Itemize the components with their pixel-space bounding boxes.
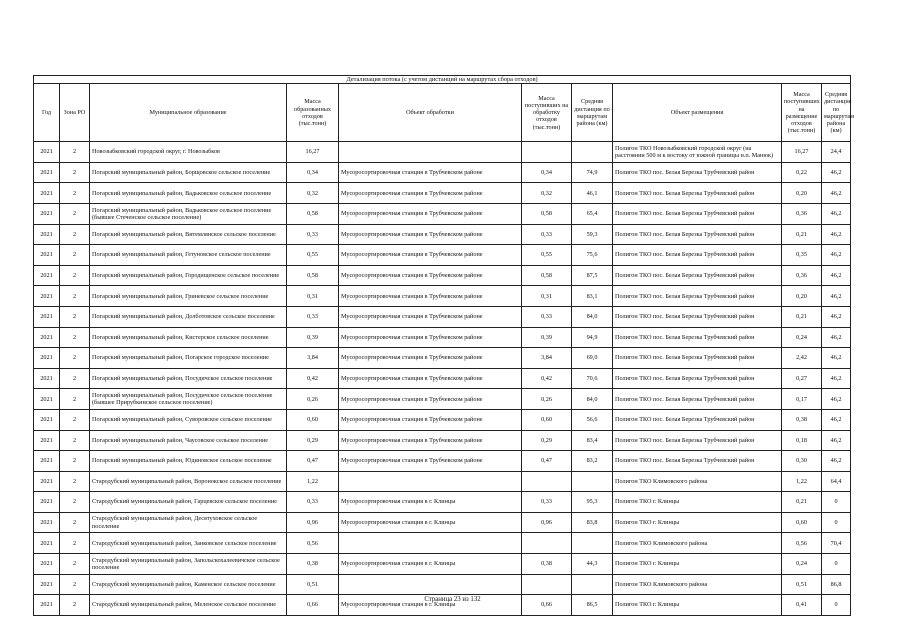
cell-municipality: Погарский муниципальный район, Гриневское сельское поселение [90, 286, 287, 307]
cell-municipality: Погарский муниципальный район, Городищенское сельское поселение [90, 265, 287, 286]
table-row [34, 142, 851, 163]
cell-processing-object: Мусоросортировочная станция в Трубчевском районе [339, 203, 522, 224]
cell-processing-object: Мусоросортировочная станция в г. Клинцы [339, 492, 522, 513]
cell-year: 2021 [34, 492, 60, 513]
cell-distance-processing [572, 533, 613, 554]
cell-distance-placement: 86,8 [822, 574, 851, 595]
cell-mass-placement: 0,36 [782, 265, 822, 286]
cell-zone: 2 [60, 224, 90, 245]
cell-distance-processing: 44,3 [572, 554, 613, 575]
cell-processing-object: Мусоросортировочная станция в Трубчевском районе [339, 348, 522, 369]
header-distance-placement: Средняя дистанция по маршрутам района (км) [822, 84, 851, 142]
cell-mass-processing [522, 533, 572, 554]
cell-mass-placement: 0,22 [782, 162, 822, 183]
table-caption: Детализация потока (с учетом дистанций на маршрутах сбора отходов) [34, 76, 851, 84]
cell-processing-object [339, 533, 522, 554]
cell-distance-placement: 46,2 [822, 368, 851, 389]
cell-processing-object: Мусоросортировочная станция в г. Клинцы [339, 595, 522, 616]
cell-placement-object: Полигон ТКО пос. Белая Березка Трубчевский район [613, 224, 782, 245]
cell-mass-placement: 0,17 [782, 389, 822, 410]
cell-zone: 2 [60, 471, 90, 492]
table-row [34, 574, 851, 595]
cell-municipality: Погарский муниципальный район, Погарское городское поселение [90, 348, 287, 369]
cell-processing-object: Мусоросортировочная станция в Трубчевском районе [339, 162, 522, 183]
table-row [34, 554, 851, 575]
cell-mass-placement: 16,27 [782, 142, 822, 163]
cell-placement-object: Полигон ТКО пос. Белая Березка Трубчевский район [613, 286, 782, 307]
cell-year: 2021 [34, 389, 60, 410]
cell-municipality: Стародубский муниципальный район, Гарцевское сельское поселение [90, 492, 287, 513]
cell-processing-object: Мусоросортировочная станция в Трубчевском районе [339, 389, 522, 410]
cell-mass-generated: 0,66 [287, 595, 339, 616]
cell-mass-placement: 0,60 [782, 512, 822, 533]
header-mass-generated: Масса образованных отходов (тыс.тонн) [287, 84, 339, 142]
cell-processing-object: Мусоросортировочная станция в Трубчевском районе [339, 409, 522, 430]
page-number: Страница 23 из 132 [424, 596, 481, 603]
cell-zone: 2 [60, 554, 90, 575]
cell-zone: 2 [60, 348, 90, 369]
cell-distance-processing: 86,5 [572, 595, 613, 616]
cell-mass-processing: 0,60 [522, 409, 572, 430]
cell-distance-processing: 83,1 [572, 286, 613, 307]
cell-placement-object: Полигон ТКО г. Клинцы [613, 512, 782, 533]
cell-placement-object: Полигон ТКО г. Клинцы [613, 554, 782, 575]
cell-placement-object: Полигон ТКО Климовского района [613, 471, 782, 492]
cell-placement-object: Полигон ТКО пос. Белая Березка Трубчевский район [613, 409, 782, 430]
cell-mass-placement: 0,27 [782, 368, 822, 389]
cell-distance-processing: 56,6 [572, 409, 613, 430]
table-row [34, 512, 851, 533]
cell-distance-processing: 83,2 [572, 451, 613, 472]
table-row [34, 348, 851, 369]
header-year: Год [34, 84, 60, 142]
cell-municipality: Стародубский муниципальный район, Меленское сельское поселение [90, 595, 287, 616]
cell-distance-processing: 83,8 [572, 512, 613, 533]
header-municipality: Муниципальное образование [90, 84, 287, 142]
cell-distance-placement: 46,2 [822, 389, 851, 410]
cell-zone: 2 [60, 574, 90, 595]
cell-processing-object: Мусоросортировочная станция в Трубчевском районе [339, 368, 522, 389]
cell-zone: 2 [60, 203, 90, 224]
cell-distance-placement: 24,4 [822, 142, 851, 163]
cell-zone: 2 [60, 409, 90, 430]
cell-processing-object: Мусоросортировочная станция в г. Клинцы [339, 554, 522, 575]
cell-mass-processing: 0,58 [522, 203, 572, 224]
cell-year: 2021 [34, 409, 60, 430]
cell-mass-processing: 0,33 [522, 306, 572, 327]
cell-mass-generated: 1,22 [287, 471, 339, 492]
cell-municipality: Погарский муниципальный район, Долботовское сельское поселение [90, 306, 287, 327]
cell-mass-processing: 0,34 [522, 162, 572, 183]
cell-municipality: Погарский муниципальный район, Гетуновское сельское поселение [90, 245, 287, 266]
cell-distance-processing: 94,9 [572, 327, 613, 348]
cell-mass-processing [522, 471, 572, 492]
cell-distance-placement: 0 [822, 492, 851, 513]
table-row [34, 368, 851, 389]
cell-mass-processing: 0,66 [522, 595, 572, 616]
table-row [34, 183, 851, 204]
cell-mass-processing: 0,42 [522, 368, 572, 389]
cell-processing-object [339, 471, 522, 492]
cell-zone: 2 [60, 368, 90, 389]
table-row [34, 327, 851, 348]
table-row [34, 286, 851, 307]
cell-mass-processing: 0,47 [522, 451, 572, 472]
cell-year: 2021 [34, 595, 60, 616]
cell-placement-object: Полигон ТКО пос. Белая Березка Трубчевский район [613, 265, 782, 286]
cell-year: 2021 [34, 306, 60, 327]
cell-mass-generated: 0,32 [287, 183, 339, 204]
cell-municipality: Погарский муниципальный район, Чаусовское сельское поселение [90, 430, 287, 451]
header-zone: Зона РО [60, 84, 90, 142]
cell-mass-generated: 0,33 [287, 306, 339, 327]
cell-distance-processing [572, 471, 613, 492]
header-placement-object: Объект размещения [613, 84, 782, 142]
cell-mass-generated: 0,56 [287, 533, 339, 554]
cell-mass-generated: 0,58 [287, 265, 339, 286]
cell-mass-processing: 0,33 [522, 492, 572, 513]
cell-placement-object: Полигон ТКО пос. Белая Березка Трубчевский район [613, 327, 782, 348]
cell-zone: 2 [60, 430, 90, 451]
table-row [34, 409, 851, 430]
cell-mass-processing: 0,26 [522, 389, 572, 410]
cell-distance-placement: 46,2 [822, 409, 851, 430]
cell-placement-object: Полигон ТКО пос. Белая Березка Трубчевский район [613, 451, 782, 472]
cell-mass-placement: 0,30 [782, 451, 822, 472]
cell-mass-generated: 0,60 [287, 409, 339, 430]
cell-zone: 2 [60, 533, 90, 554]
cell-distance-processing: 83,4 [572, 430, 613, 451]
cell-placement-object: Полигон ТКО пос. Белая Березка Трубчевский район [613, 162, 782, 183]
cell-mass-generated: 0,33 [287, 492, 339, 513]
table-row [34, 203, 851, 224]
cell-mass-placement: 0,18 [782, 430, 822, 451]
cell-distance-placement: 46,2 [822, 183, 851, 204]
cell-placement-object: Полигон ТКО пос. Белая Березка Трубчевский район [613, 245, 782, 266]
cell-year: 2021 [34, 451, 60, 472]
table-row [34, 306, 851, 327]
cell-mass-generated: 0,33 [287, 224, 339, 245]
cell-municipality: Погарский муниципальный район, Витемлянское сельское поселение [90, 224, 287, 245]
table-row [34, 430, 851, 451]
cell-mass-placement: 0,21 [782, 492, 822, 513]
cell-mass-processing: 0,31 [522, 286, 572, 307]
table-row [34, 492, 851, 513]
cell-municipality: Стародубский муниципальный район, Воронокское сельское поселение [90, 471, 287, 492]
cell-mass-generated: 0,29 [287, 430, 339, 451]
cell-processing-object [339, 574, 522, 595]
cell-placement-object: Полигон ТКО г. Клинцы [613, 492, 782, 513]
cell-year: 2021 [34, 368, 60, 389]
cell-mass-placement: 0,51 [782, 574, 822, 595]
waste-flow-table [33, 75, 855, 616]
cell-distance-processing: 87,5 [572, 265, 613, 286]
cell-year: 2021 [34, 245, 60, 266]
cell-mass-placement: 0,35 [782, 245, 822, 266]
cell-mass-placement: 0,21 [782, 224, 822, 245]
header-mass-processing: Масса поступивших на обработку отходов (тыс.тонн) [522, 84, 572, 142]
cell-municipality: Стародубский муниципальный район, Запольскохалеевичское сельское поселение [90, 554, 287, 575]
cell-mass-processing: 0,29 [522, 430, 572, 451]
cell-distance-processing [572, 574, 613, 595]
cell-year: 2021 [34, 327, 60, 348]
cell-municipality: Погарский муниципальный район, Юдиновское сельское поселение [90, 451, 287, 472]
cell-mass-placement: 0,24 [782, 327, 822, 348]
cell-mass-generated: 0,31 [287, 286, 339, 307]
cell-distance-placement: 46,2 [822, 265, 851, 286]
table-row [34, 389, 851, 410]
cell-distance-processing: 59,3 [572, 224, 613, 245]
cell-distance-processing: 70,6 [572, 368, 613, 389]
cell-zone: 2 [60, 183, 90, 204]
cell-zone: 2 [60, 327, 90, 348]
cell-distance-placement: 46,2 [822, 306, 851, 327]
cell-mass-processing: 0,55 [522, 245, 572, 266]
cell-distance-placement: 46,2 [822, 451, 851, 472]
cell-zone: 2 [60, 245, 90, 266]
cell-zone: 2 [60, 512, 90, 533]
cell-mass-processing: 0,39 [522, 327, 572, 348]
cell-municipality: Новозыбковский городской округ, г. Новозыбков [90, 142, 287, 163]
cell-year: 2021 [34, 286, 60, 307]
cell-zone: 2 [60, 142, 90, 163]
cell-mass-generated: 0,47 [287, 451, 339, 472]
table-row [34, 471, 851, 492]
cell-mass-placement: 0,38 [782, 409, 822, 430]
cell-distance-placement: 46,2 [822, 430, 851, 451]
cell-year: 2021 [34, 265, 60, 286]
cell-distance-processing: 65,4 [572, 203, 613, 224]
cell-distance-placement: 46,2 [822, 162, 851, 183]
cell-placement-object: Полигон ТКО Климовского района [613, 533, 782, 554]
cell-distance-processing: 69,0 [572, 348, 613, 369]
cell-processing-object: Мусоросортировочная станция в Трубчевском районе [339, 430, 522, 451]
table-row [34, 162, 851, 183]
cell-distance-placement: 46,2 [822, 327, 851, 348]
header-row [34, 84, 851, 142]
cell-year: 2021 [34, 533, 60, 554]
cell-distance-placement: 46,2 [822, 224, 851, 245]
cell-placement-object: Полигон ТКО пос. Белая Березка Трубчевский район [613, 430, 782, 451]
cell-mass-generated: 0,39 [287, 327, 339, 348]
cell-distance-placement: 0 [822, 595, 851, 616]
cell-zone: 2 [60, 451, 90, 472]
cell-mass-processing: 0,96 [522, 512, 572, 533]
table-row [34, 245, 851, 266]
cell-year: 2021 [34, 554, 60, 575]
cell-processing-object: Мусоросортировочная станция в Трубчевском районе [339, 183, 522, 204]
cell-distance-processing: 75,6 [572, 245, 613, 266]
cell-mass-generated: 0,55 [287, 245, 339, 266]
cell-placement-object: Полигон ТКО пос. Белая Березка Трубчевский район [613, 183, 782, 204]
cell-distance-processing: 84,0 [572, 389, 613, 410]
cell-year: 2021 [34, 224, 60, 245]
cell-mass-placement: 1,22 [782, 471, 822, 492]
cell-mass-processing: 3,84 [522, 348, 572, 369]
cell-distance-processing: 74,9 [572, 162, 613, 183]
cell-mass-placement: 0,20 [782, 286, 822, 307]
cell-municipality: Погарский муниципальный район, Вадьковское сельское поселение [90, 183, 287, 204]
cell-year: 2021 [34, 430, 60, 451]
cell-processing-object: Мусоросортировочная станция в г. Клинцы [339, 512, 522, 533]
cell-mass-generated: 0,34 [287, 162, 339, 183]
cell-processing-object: Мусоросортировочная станция в Трубчевском районе [339, 327, 522, 348]
cell-processing-object: Мусоросортировочная станция в Трубчевском районе [339, 245, 522, 266]
cell-zone: 2 [60, 306, 90, 327]
cell-municipality: Погарский муниципальный район, Вадьковское сельское поселение (бывшее Стеченское сельское поселение) [90, 203, 287, 224]
cell-municipality: Погарский муниципальный район, Борщовское сельское поселение [90, 162, 287, 183]
cell-zone: 2 [60, 265, 90, 286]
cell-zone: 2 [60, 595, 90, 616]
table-row [34, 224, 851, 245]
cell-mass-processing [522, 574, 572, 595]
cell-zone: 2 [60, 492, 90, 513]
cell-mass-placement: 0,36 [782, 203, 822, 224]
cell-placement-object: Полигон ТКО Климовского района [613, 574, 782, 595]
cell-distance-placement: 0 [822, 512, 851, 533]
cell-placement-object: Полигон ТКО Новозыбковский городской округ (на расстоянии 500 м к востоку от южной границы н.п. Манюк) [613, 142, 782, 163]
cell-mass-placement: 0,56 [782, 533, 822, 554]
cell-zone: 2 [60, 286, 90, 307]
cell-year: 2021 [34, 574, 60, 595]
cell-mass-placement: 2,42 [782, 348, 822, 369]
cell-municipality: Погарский муниципальный район, Суворовское сельское поселение [90, 409, 287, 430]
cell-year: 2021 [34, 183, 60, 204]
cell-mass-generated: 0,96 [287, 512, 339, 533]
cell-distance-placement: 46,2 [822, 286, 851, 307]
cell-mass-processing: 0,58 [522, 265, 572, 286]
cell-distance-placement: 64,4 [822, 471, 851, 492]
cell-placement-object: Полигон ТКО пос. Белая Березка Трубчевский район [613, 368, 782, 389]
cell-processing-object: Мусоросортировочная станция в Трубчевском районе [339, 224, 522, 245]
cell-municipality: Стародубский муниципальный район, Занковское сельское поселение [90, 533, 287, 554]
cell-municipality: Погарский муниципальный район, Посудичское сельское поселение [90, 368, 287, 389]
cell-year: 2021 [34, 512, 60, 533]
cell-distance-processing [572, 142, 613, 163]
cell-mass-processing: 0,32 [522, 183, 572, 204]
cell-processing-object: Мусоросортировочная станция в Трубчевском районе [339, 265, 522, 286]
cell-mass-processing: 0,33 [522, 224, 572, 245]
cell-year: 2021 [34, 203, 60, 224]
cell-processing-object: Мусоросортировочная станция в Трубчевском районе [339, 451, 522, 472]
cell-municipality: Стародубский муниципальный район, Десятуховское сельское поселение [90, 512, 287, 533]
cell-placement-object: Полигон ТКО пос. Белая Березка Трубчевский район [613, 306, 782, 327]
cell-distance-placement: 70,4 [822, 533, 851, 554]
cell-distance-placement: 46,2 [822, 203, 851, 224]
cell-mass-generated: 3,84 [287, 348, 339, 369]
header-distance-processing: Средняя дистанция по маршрутам района (км) [572, 84, 613, 142]
cell-municipality: Погарский муниципальный район, Кистерское сельское поселение [90, 327, 287, 348]
cell-municipality: Стародубский муниципальный район, Каменское сельское поселение [90, 574, 287, 595]
cell-year: 2021 [34, 142, 60, 163]
cell-mass-generated: 0,26 [287, 389, 339, 410]
cell-placement-object: Полигон ТКО пос. Белая Березка Трубчевский район [613, 389, 782, 410]
cell-mass-generated: 0,58 [287, 203, 339, 224]
cell-year: 2021 [34, 471, 60, 492]
cell-distance-processing: 46,1 [572, 183, 613, 204]
cell-mass-generated: 0,42 [287, 368, 339, 389]
cell-placement-object: Полигон ТКО пос. Белая Березка Трубчевский район [613, 348, 782, 369]
cell-mass-placement: 0,21 [782, 306, 822, 327]
cell-mass-placement: 0,20 [782, 183, 822, 204]
cell-year: 2021 [34, 348, 60, 369]
cell-year: 2021 [34, 162, 60, 183]
header-processing-object: Объект обработки [339, 84, 522, 142]
cell-placement-object: Полигон ТКО г. Клинцы [613, 595, 782, 616]
cell-mass-generated: 0,38 [287, 554, 339, 575]
cell-zone: 2 [60, 162, 90, 183]
cell-distance-placement: 46,2 [822, 245, 851, 266]
cell-processing-object [339, 142, 522, 163]
table-row [34, 451, 851, 472]
cell-distance-processing: 95,3 [572, 492, 613, 513]
header-mass-placement: Масса поступивших на размещение отходов (тыс.тонн) [782, 84, 822, 142]
cell-distance-placement: 46,2 [822, 348, 851, 369]
cell-mass-placement: 0,24 [782, 554, 822, 575]
cell-mass-placement: 0,41 [782, 595, 822, 616]
table-row [34, 265, 851, 286]
cell-placement-object: Полигон ТКО пос. Белая Березка Трубчевский район [613, 203, 782, 224]
cell-mass-processing: 0,38 [522, 554, 572, 575]
cell-processing-object: Мусоросортировочная станция в Трубчевском районе [339, 306, 522, 327]
cell-processing-object: Мусоросортировочная станция в Трубчевском районе [339, 286, 522, 307]
table-row [34, 533, 851, 554]
cell-mass-generated: 0,51 [287, 574, 339, 595]
cell-mass-processing [522, 142, 572, 163]
report-sheet [33, 75, 855, 616]
cell-municipality: Погарский муниципальный район, Посудичское сельское поселение (бывшее Прирубкинское сельское поселение) [90, 389, 287, 410]
cell-distance-processing: 84,0 [572, 306, 613, 327]
cell-zone: 2 [60, 389, 90, 410]
cell-mass-generated: 16,27 [287, 142, 339, 163]
cell-distance-placement: 0 [822, 554, 851, 575]
